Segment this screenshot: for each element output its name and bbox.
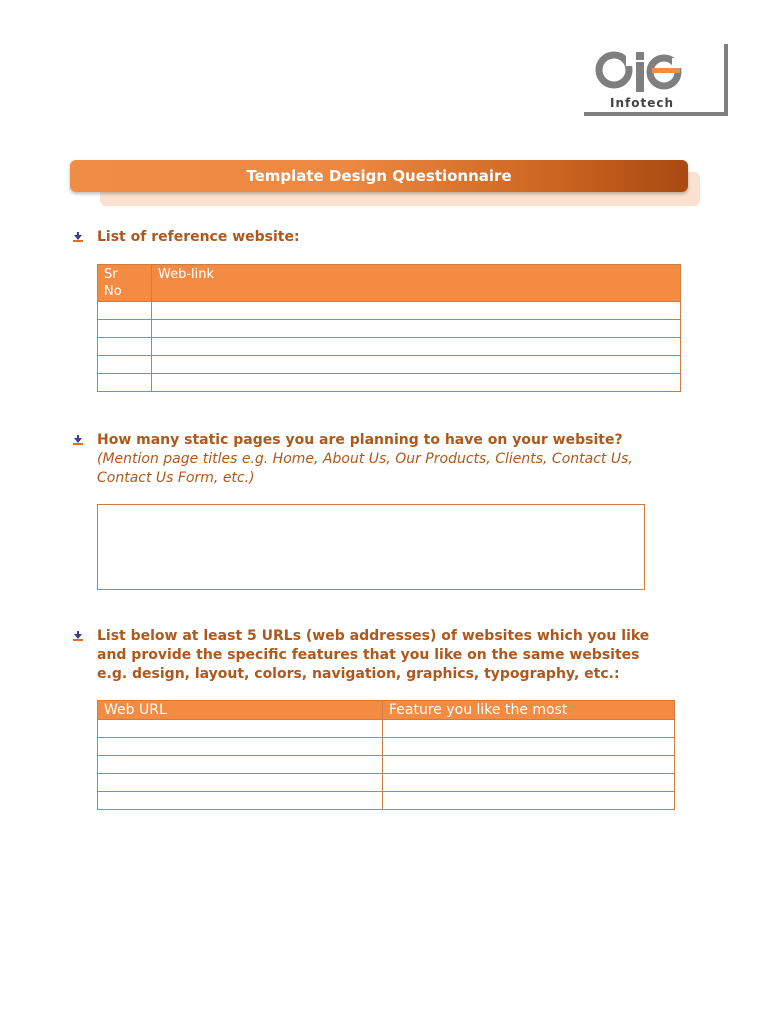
table-cell[interactable]	[383, 792, 675, 810]
table-cell[interactable]	[383, 774, 675, 792]
table-cell[interactable]	[98, 774, 383, 792]
header-feature: Feature you like the most	[383, 701, 675, 720]
table-cell[interactable]	[98, 738, 383, 756]
table-cell[interactable]	[152, 338, 681, 356]
favorite-websites-table	[97, 700, 675, 810]
page-title: Template Design Questionnaire	[70, 160, 688, 192]
table-row	[98, 338, 681, 356]
table-cell[interactable]	[152, 374, 681, 392]
table-row	[98, 756, 675, 774]
table-cell[interactable]	[383, 720, 675, 738]
table-header-row	[98, 265, 681, 302]
table-cell[interactable]	[98, 756, 383, 774]
section3-line1: List below at least 5 URLs (web addresses) of websites which you like	[97, 628, 650, 644]
table-cell[interactable]	[98, 338, 152, 356]
section2-label: How many static pages you are planning to have on your website?	[97, 432, 623, 448]
reference-website-table	[97, 264, 681, 392]
bullet-arrow-icon	[72, 231, 84, 243]
section1-label: List of reference website:	[97, 229, 300, 245]
header-web-link: Web-link	[152, 265, 681, 302]
table-cell[interactable]	[98, 302, 152, 320]
header-web-url: Web URL	[98, 701, 383, 720]
table-row	[98, 374, 681, 392]
table-cell[interactable]	[152, 356, 681, 374]
table-cell[interactable]	[98, 374, 152, 392]
table-row	[98, 738, 675, 756]
table-cell[interactable]	[98, 356, 152, 374]
static-pages-answer-box[interactable]	[97, 504, 645, 590]
table-row	[98, 720, 675, 738]
section3-line3: e.g. design, layout, colors, navigation, graphics, typography, etc.:	[97, 666, 620, 682]
section2-note-line1: (Mention page titles e.g. Home, About Us, Our Products, Clients, Contact Us,	[97, 451, 633, 467]
section3-line2: and provide the specific features that you like on the same websites	[97, 647, 640, 663]
logo-text: Infotech	[610, 96, 675, 110]
table-row	[98, 302, 681, 320]
table-cell[interactable]	[98, 792, 383, 810]
company-logo	[584, 44, 728, 116]
bullet-arrow-icon	[72, 434, 84, 446]
table-row	[98, 356, 681, 374]
table-cell[interactable]	[98, 320, 152, 338]
bullet-arrow-icon	[72, 630, 84, 642]
table-cell[interactable]	[152, 320, 681, 338]
table-cell[interactable]	[98, 720, 383, 738]
table-row	[98, 320, 681, 338]
header-sr-no: Sr No	[98, 265, 152, 302]
table-header-row	[98, 701, 675, 720]
table-row	[98, 792, 675, 810]
table-cell[interactable]	[383, 756, 675, 774]
section2-note-line2: Contact Us Form, etc.)	[97, 470, 255, 486]
logo-mark-icon	[592, 48, 702, 98]
table-row	[98, 774, 675, 792]
table-cell[interactable]	[383, 738, 675, 756]
table-cell[interactable]	[152, 302, 681, 320]
